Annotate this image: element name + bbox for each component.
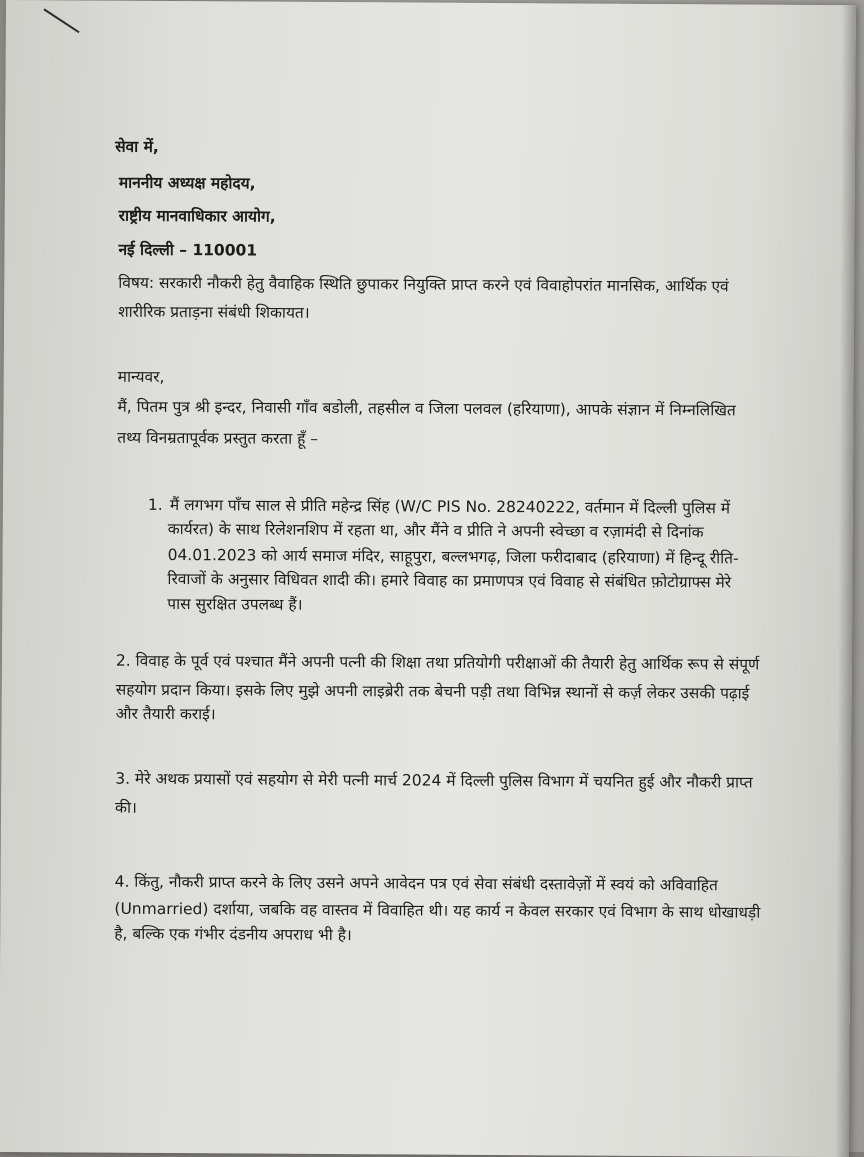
point-1-text: मैं लगभग पाँच साल से प्रीति महेन्द्र सिंह (W/C PIS No. 28240222, वर्तमान में दिल्ली पुलिस में: [169, 496, 731, 518]
salutation: मान्यवर,: [117, 367, 165, 386]
point-4-line-2: (Unmarried) दर्शाया, जबकि वह वास्तव में विवाहित थी। यह कार्य न केवल सरकार एवं विभाग के साथ धोखाधड़ी: [114, 899, 761, 922]
intro-line-2: तथ्य विनम्रतापूर्वक प्रस्तुत करता हूँ –: [117, 428, 319, 448]
point-3-line-1: 3. मेरे अथक प्रयासों एवं सहयोग से मेरी पत्नी मार्च 2024 में दिल्ली पुलिस विभाग में चयनित हुई और नौकरी प्राप्त: [115, 769, 753, 792]
point-4-line-3: है, बल्कि एक गंभीर दंडनीय अपराध भी है।: [114, 924, 352, 945]
point-4-line-1: 4. किंतु, नौकरी प्राप्त करने के लिए उसने अपने आवेदन पत्र एवं सेवा संबंधी दस्तावेज़ों में स्वयं को अविवाहित: [114, 872, 718, 895]
address-line-1: सेवा में,: [115, 137, 159, 156]
point-3-line-2: की।: [115, 798, 137, 817]
subject-line-2: शारीरिक प्रताड़ना संबंधी शिकायत।: [118, 302, 310, 322]
pen-mark: [43, 8, 79, 33]
subject-line-1: विषय: सरकारी नौकरी हेतु वैवाहिक स्थिति छुपाकर नियुक्ति प्राप्त करने एवं विवाहोपरांत मानसिक, आर्थिक एवं: [118, 273, 729, 296]
point-2-line-3: और तैयारी कराई।: [115, 704, 216, 724]
point-2-line-1: 2. विवाह के पूर्व एवं पश्चात मैंने अपनी पत्नी की शिक्षा तथा प्रतियोगी परीक्षाओं की तैयारी हेतु आर्थिक रूप से संपूर्ण: [115, 651, 760, 674]
intro-line-1: मैं, पितम पुत्र श्री इन्दर, निवासी गाँव बडोली, तहसील व जिला पलवल (हरियाणा), आपके संज्ञान में निम्नलिखित: [117, 397, 736, 420]
address-line-2: माननीय अध्यक्ष महोदय,: [118, 173, 256, 193]
point-1-line-5: पास सुरक्षित उपलब्ध हैं।: [167, 594, 303, 614]
point-2-line-2: सहयोग प्रदान किया। इसके लिए मुझे अपनी लाइब्रेरी तक बेचनी पड़ी तथा विभिन्न स्थानों से कर्ज़ लेकर उसकी पढ़ाई: [115, 680, 750, 703]
address-line-4: नई दिल्ली – 110001: [118, 240, 258, 260]
point-1-line-4: रिवाजों के अनुसार विधिवत शादी की। हमारे विवाह का प्रमाणपत्र एवं विवाह से संबंधित फ़ोटोग्राफ्स मेरे: [167, 569, 732, 592]
point-1-number: 1.: [147, 495, 163, 514]
address-line-3: राष्ट्रीय मानवाधिकार आयोग,: [118, 206, 276, 226]
point-1-line-3: 04.01.2023 को आर्य समाज मंदिर, साहूपुरा, बल्लभगढ़, जिला फरीदाबाद (हरियाणा) में हिन्दू रीति-: [167, 545, 739, 568]
point-1-line-2: कार्यरत) के साथ रिलेशनशिप में रहता था, और मैंने व प्रीति ने अपनी स्वेच्छा व रज़ामंदी से दिनांक: [167, 519, 704, 542]
